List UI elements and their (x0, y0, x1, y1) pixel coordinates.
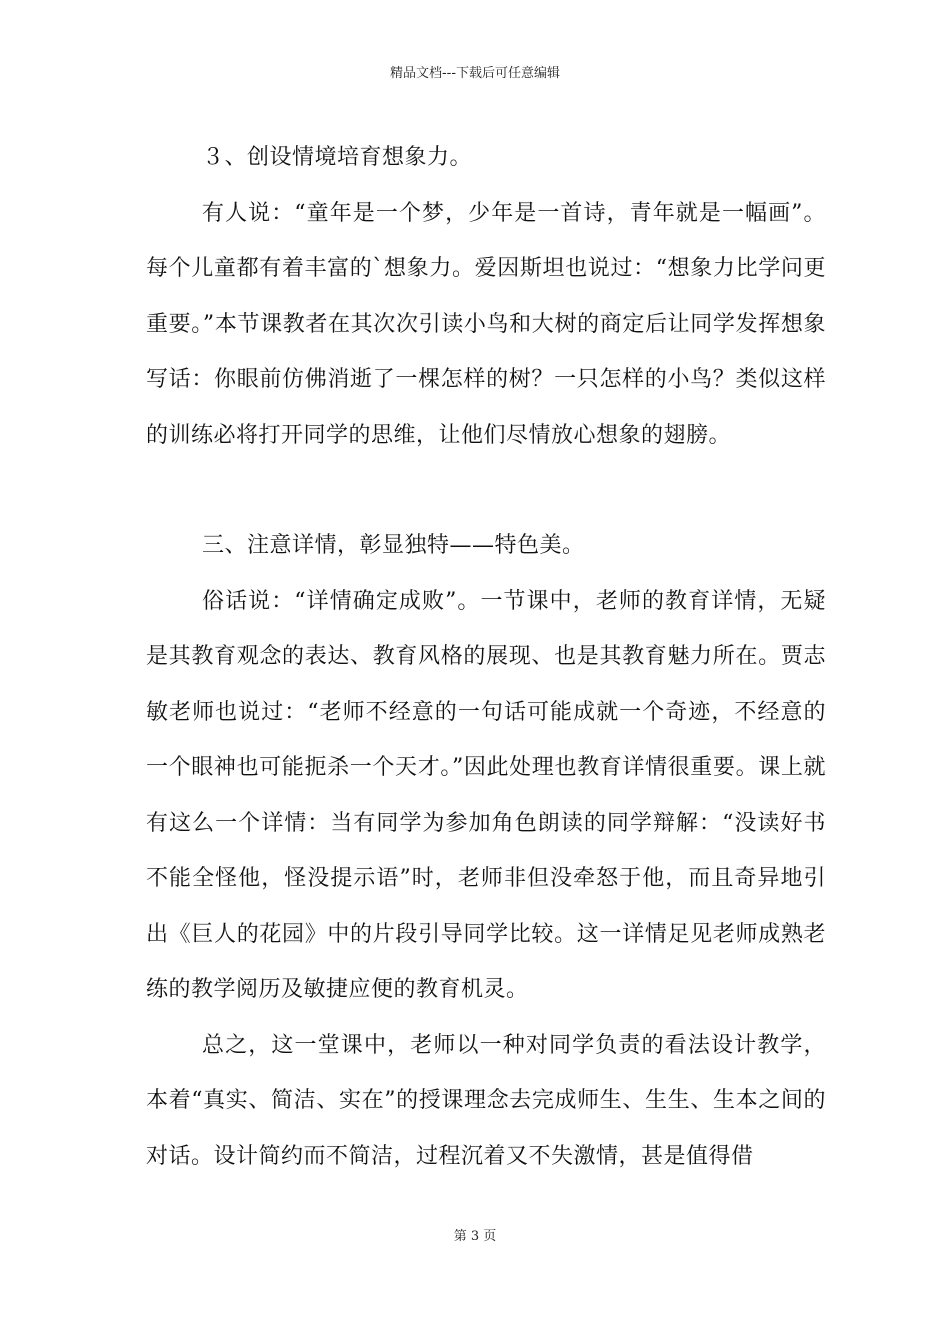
document-body (146, 130, 826, 1184)
heading-section-three: 三、注意详情，彰显独特——特色美。 (202, 533, 585, 558)
page-header: 精品文档---下载后可任意编辑 (389, 66, 561, 81)
paragraph-spacer (146, 463, 826, 518)
paragraph-details: 俗话说：“详情确定成败”。一节课中，老师的教育详情，无疑是其教育观念的表达、教育风格的展现、也是其教育魅力所在。贾志敏老师也说过：“老师不经意的一句话可能成就一个奇迹，不经意的一个眼神也可能扼杀一个天才。”因此处理也教育详情很重要。课上就有这么一个详情：当有同学为参加角色朗读的同学辩解：“没读好书不能全怪他，怪没提示语”时，老师非但没牵怒于他，而且奇异地引出《巨人的花园》中的片段引导同学比较。这一详情足见老师成熟老练的教学阅历及敏捷应便的教育机灵。 (146, 588, 826, 1002)
heading-section-3: ３、创设情境培育想象力。 (202, 145, 473, 170)
paragraph-imagination: 有人说：“童年是一个梦，少年是一首诗，青年就是一幅画”。每个儿童都有着丰富的`想象力。爱因斯坦也说过：“想象力比学问更重要。”本节课教者在其次次引读小鸟和大树的商定后让同学发挥想象写话：你眼前仿佛消逝了一棵怎样的树？一只怎样的小鸟？类似这样的训练必将打开同学的思维，让他们尽情放心想象的翅膀。 (146, 200, 826, 448)
page-number: 第 3 页 (453, 1229, 497, 1244)
paragraph-summary: 总之，这一堂课中，老师以一种对同学负责的看法设计教学，本着“真实、简洁、实在”的授课理念去完成师生、生生、生本之间的对话。设计简约而不简洁，过程沉着又不失激情，甚是值得借 (146, 1032, 826, 1169)
